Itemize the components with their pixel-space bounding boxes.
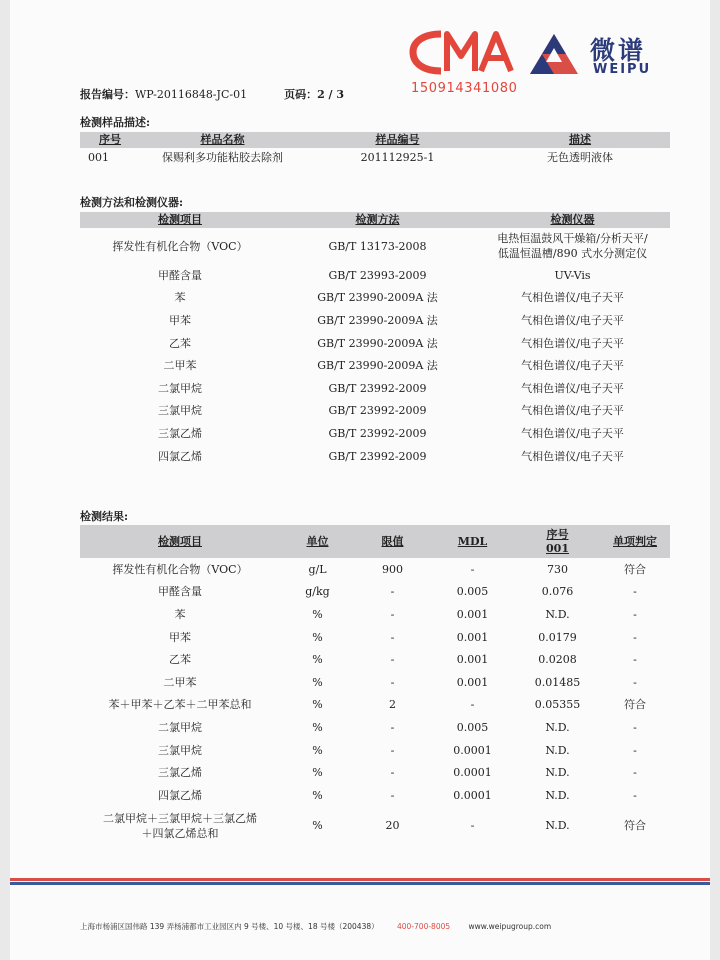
- col-header: 样品编号: [305, 132, 490, 148]
- table-row: [80, 716, 670, 739]
- result-value: 0.0208: [538, 653, 577, 667]
- table-row: [80, 445, 670, 468]
- result-limit: -: [390, 607, 395, 621]
- test-instrument: 气相色谱仪/电子天平: [521, 336, 624, 350]
- result-mdl: 0.001: [456, 675, 489, 689]
- result-unit: g/kg: [305, 585, 330, 599]
- col-header: 样品名称: [140, 132, 305, 148]
- test-instrument: 电热恒温鼓风干燥箱/分析天平/ 低温恒温槽/890 式水分测定仪: [497, 232, 648, 260]
- result-value: N.D.: [545, 788, 570, 802]
- result-value: N.D.: [545, 607, 570, 621]
- table-row: [80, 422, 670, 445]
- result-mdl: 0.0001: [453, 766, 492, 780]
- result-item: 甲苯: [169, 630, 191, 644]
- result-value: 730: [547, 562, 568, 576]
- result-mdl: 0.005: [456, 585, 489, 599]
- sample-code: 201112925-1: [360, 150, 435, 164]
- result-verdict: -: [633, 653, 637, 667]
- result-mdl: 0.0001: [453, 743, 492, 757]
- sample-desc: 无色透明液体: [547, 150, 613, 164]
- test-instrument: 气相色谱仪/电子天平: [521, 426, 624, 440]
- result-mdl: 0.001: [456, 653, 489, 667]
- table-row: [80, 626, 670, 649]
- footer-phone: 400-700-8005: [397, 922, 451, 931]
- test-instrument: 气相色谱仪/电子天平: [521, 381, 624, 395]
- sample-table: [80, 132, 670, 166]
- result-item: 甲醛含量: [158, 585, 202, 599]
- sample-name: 保赐利多功能粘胶去除剂: [162, 150, 283, 164]
- table-row: [80, 287, 670, 310]
- col-header: 限值: [355, 525, 430, 558]
- table-row: [80, 807, 670, 845]
- sample-header-row: [80, 132, 670, 148]
- result-verdict: -: [633, 585, 637, 599]
- table-row: [80, 581, 670, 604]
- table-row: [80, 671, 670, 694]
- result-limit: 900: [382, 562, 403, 576]
- test-method: GB/T 23990-2009A 法: [317, 313, 438, 327]
- result-unit: %: [312, 720, 323, 734]
- result-item: 三氯甲烷: [158, 743, 202, 757]
- result-item: 二氯甲烷＋三氯甲烷＋三氯乙烯 ＋四氯乙烯总和: [103, 811, 257, 840]
- footer: [80, 921, 551, 932]
- result-item: 四氯乙烯: [158, 788, 202, 802]
- col-header: 检测仪器: [475, 212, 670, 228]
- result-limit: -: [390, 675, 395, 689]
- table-row: [80, 228, 670, 264]
- result-mdl: 0.0001: [453, 788, 492, 802]
- brand-name-en: WEIPU: [593, 62, 652, 77]
- result-limit: -: [390, 585, 395, 599]
- result-unit: %: [312, 653, 323, 667]
- report-no-label: 报告编号：: [80, 88, 135, 101]
- result-mdl: 0.005: [456, 720, 489, 734]
- result-unit: %: [312, 630, 323, 644]
- page-no-label: 页码：: [284, 88, 318, 101]
- result-mdl: 0.001: [456, 630, 489, 644]
- footer-blue-line: [10, 882, 710, 885]
- test-method: GB/T 23992-2009: [328, 381, 427, 395]
- result-limit: -: [390, 788, 395, 802]
- result-item: 二甲苯: [163, 675, 197, 689]
- result-value: N.D.: [545, 819, 570, 833]
- result-value: N.D.: [545, 743, 570, 757]
- result-unit: %: [312, 743, 323, 757]
- table-row: [80, 309, 670, 332]
- test-item: 二甲苯: [163, 359, 197, 373]
- result-mdl: -: [470, 562, 475, 576]
- footer-address: 上海市杨浦区国伟路 139 弄杨浦都市工业园区内 9 号楼、10 号楼、18 号楼（200438）: [80, 922, 379, 931]
- result-verdict: -: [633, 675, 637, 689]
- result-limit: -: [390, 720, 395, 734]
- result-unit: %: [312, 698, 323, 712]
- result-verdict: -: [633, 766, 637, 780]
- test-item: 二氯甲烷: [158, 381, 202, 395]
- test-method: GB/T 23990-2009A 法: [317, 359, 438, 373]
- test-instrument: 气相色谱仪/电子天平: [521, 313, 624, 327]
- col-header: 描述: [490, 132, 670, 148]
- result-verdict: 符合: [624, 698, 646, 712]
- result-value: 0.076: [541, 585, 574, 599]
- result-unit: %: [312, 607, 323, 621]
- result-limit: 2: [389, 698, 396, 712]
- result-value: 0.01485: [534, 675, 581, 689]
- results-section-title: 检测结果:: [80, 510, 129, 523]
- test-method: GB/T 23990-2009A 法: [317, 291, 438, 305]
- result-unit: g/L: [308, 562, 327, 576]
- table-row: [80, 694, 670, 717]
- test-method: GB/T 23992-2009: [328, 404, 427, 418]
- result-verdict: -: [633, 788, 637, 802]
- footer-website: www.weipugroup.com: [468, 922, 552, 931]
- col-header: 检测项目: [80, 212, 280, 228]
- weipu-logo-icon: [528, 32, 580, 76]
- table-row: [80, 332, 670, 355]
- methods-section-title: 检测方法和检测仪器:: [80, 196, 184, 209]
- result-unit: %: [312, 819, 323, 833]
- result-item: 乙苯: [169, 653, 191, 667]
- result-verdict: -: [633, 743, 637, 757]
- table-row: [80, 603, 670, 626]
- result-limit: -: [390, 743, 395, 757]
- result-item: 挥发性有机化合物（VOC）: [112, 562, 248, 576]
- result-verdict: 符合: [624, 819, 646, 833]
- test-item: 甲苯: [169, 313, 191, 327]
- test-item: 挥发性有机化合物（VOC）: [112, 239, 248, 253]
- sample-section-title: 检测样品描述:: [80, 116, 151, 129]
- cma-seal-icon: [405, 26, 517, 78]
- test-method: GB/T 23992-2009: [328, 426, 427, 440]
- results-table: [80, 525, 670, 845]
- result-value: N.D.: [545, 766, 570, 780]
- test-method: GB/T 13173-2008: [328, 239, 427, 253]
- report-meta: [80, 86, 344, 102]
- result-mdl: -: [470, 698, 475, 712]
- sample-no: 001: [88, 150, 109, 164]
- table-row: [80, 784, 670, 807]
- result-unit: %: [312, 788, 323, 802]
- report-page: [10, 0, 710, 960]
- table-row: [80, 377, 670, 400]
- result-unit: %: [312, 675, 323, 689]
- result-verdict: 符合: [624, 562, 646, 576]
- test-instrument: 气相色谱仪/电子天平: [521, 449, 624, 463]
- table-row: [80, 264, 670, 287]
- col-header: 序号 001: [515, 525, 600, 558]
- brand-name-cn: 微谱: [590, 36, 647, 65]
- methods-table: [80, 212, 670, 467]
- results-header-row: [80, 525, 670, 558]
- result-limit: -: [390, 630, 395, 644]
- footer-red-line: [10, 878, 710, 881]
- result-mdl: 0.001: [456, 607, 489, 621]
- table-row: [80, 400, 670, 423]
- result-limit: -: [390, 653, 395, 667]
- test-item: 四氯乙烯: [158, 449, 202, 463]
- col-header: 单位: [280, 525, 355, 558]
- test-method: GB/T 23993-2009: [328, 268, 427, 282]
- test-method: GB/T 23992-2009: [328, 449, 427, 463]
- col-header: 单项判定: [600, 525, 670, 558]
- result-value: 0.0179: [538, 630, 577, 644]
- col-header: 序号: [80, 132, 140, 148]
- test-item: 三氯乙烯: [158, 426, 202, 440]
- page-no: 2 / 3: [317, 88, 345, 101]
- result-limit: -: [390, 766, 395, 780]
- result-verdict: -: [633, 630, 637, 644]
- test-item: 三氯甲烷: [158, 404, 202, 418]
- test-instrument: 气相色谱仪/电子天平: [521, 291, 624, 305]
- result-value: 0.05355: [534, 698, 581, 712]
- test-instrument: 气相色谱仪/电子天平: [521, 359, 624, 373]
- col-header: MDL: [430, 525, 515, 558]
- result-verdict: -: [633, 607, 637, 621]
- result-item: 苯＋甲苯＋乙苯＋二甲苯总和: [108, 698, 252, 712]
- col-header: 检测方法: [280, 212, 475, 228]
- test-item: 乙苯: [169, 336, 191, 350]
- test-instrument: UV-Vis: [554, 268, 591, 282]
- result-verdict: -: [633, 720, 637, 734]
- result-limit: 20: [385, 819, 400, 833]
- test-instrument: 气相色谱仪/电子天平: [521, 404, 624, 418]
- table-row: [80, 761, 670, 784]
- test-item: 苯: [174, 291, 186, 305]
- result-item: 三氯乙烯: [158, 766, 202, 780]
- table-row: [80, 648, 670, 671]
- table-row: [80, 148, 670, 166]
- test-item: 甲醛含量: [158, 268, 202, 282]
- table-row: [80, 739, 670, 762]
- result-mdl: -: [470, 819, 475, 833]
- col-header: 检测项目: [80, 525, 280, 558]
- result-unit: %: [312, 766, 323, 780]
- table-row: [80, 354, 670, 377]
- cma-number: 150914341080: [411, 81, 518, 96]
- result-item: 苯: [174, 607, 186, 621]
- result-item: 二氯甲烷: [158, 720, 202, 734]
- report-no: WP-20116848-JC-01: [135, 88, 248, 101]
- test-method: GB/T 23990-2009A 法: [317, 336, 438, 350]
- result-value: N.D.: [545, 720, 570, 734]
- table-row: [80, 558, 670, 581]
- methods-header-row: [80, 212, 670, 228]
